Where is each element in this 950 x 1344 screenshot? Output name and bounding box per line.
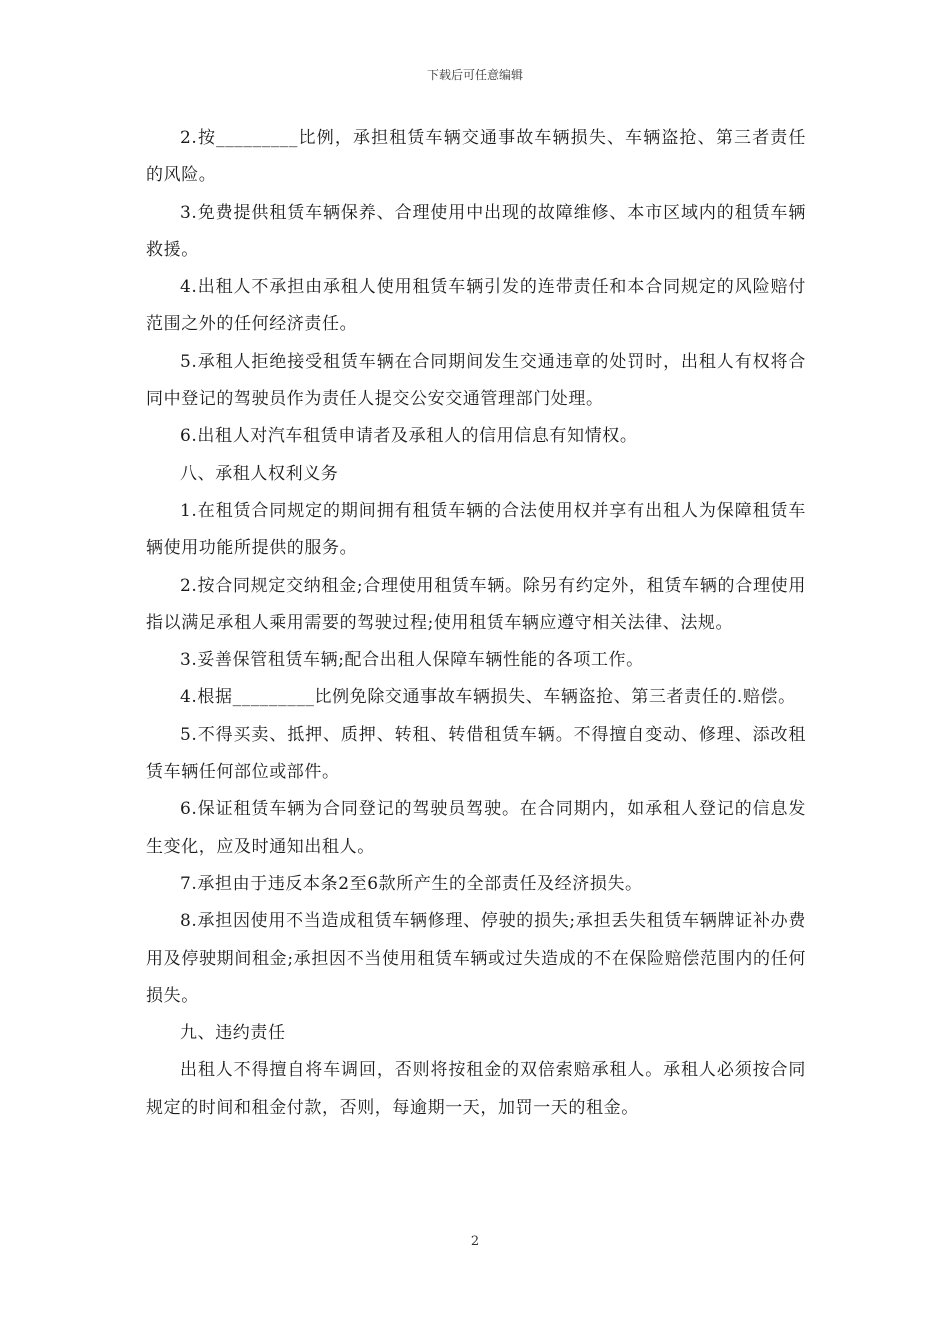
page-number: 2 [470,1234,480,1249]
clause-paragraph: 1.在租赁合同规定的期间拥有租赁车辆的合法使用权并享有出租人为保障租赁车辆使用功能所提供的服务。 [146,500,806,559]
clause-paragraph: 6.保证租赁车辆为合同登记的驾驶员驾驶。在合同期内，如承租人登记的信息发生变化，应及时通知出租人。 [146,799,806,857]
clause-paragraph: 出租人不得擅自将车调回，否则将按租金的双倍索赔承租人。承租人必须按合同规定的时间和租金付款，否则，每逾期一天，加罚一天的租金。 [146,1060,806,1118]
clause-paragraph: 3.免费提供租赁车辆保养、合理使用中出现的故障维修、本市区域内的租赁车辆救援。 [146,202,806,260]
clause-paragraph: 6.出租人对汽车租赁申请者及承租人的信用信息有知情权。 [180,426,638,447]
clause-paragraph: 3.妥善保管租赁车辆;配合出租人保障车辆性能的各项工作。 [180,650,644,671]
clause-paragraph: 2.按_________比例，承担租赁车辆交通事故车辆损失、车辆盗抢、第三者责任的风险。 [146,128,806,186]
clause-paragraph: 2.按合同规定交纳租金;合理使用租赁车辆。除另有约定外，租赁车辆的合理使用指以满足承租人乘用需要的驾驶过程;使用租赁车辆应遵守相关法律、法规。 [146,575,806,633]
section-heading: 八、承租人权利义务 [180,463,339,484]
clause-paragraph: 4.出租人不承担由承租人使用租赁车辆引发的连带责任和本合同规定的风险赔付范围之外的任何经济责任。 [146,277,806,335]
section-heading: 九、违约责任 [180,1023,286,1044]
clause-paragraph: 5.承租人拒绝接受租赁车辆在合同期间发生交通违章的处罚时，出租人有权将合同中登记的驾驶员作为责任人提交公安交通管理部门处理。 [146,351,806,410]
clause-paragraph: 4.根据_________比例免除交通事故车辆损失、车辆盗抢、第三者责任的.赔偿。 [180,687,796,708]
page-header: 下载后可任意编辑 [426,68,523,82]
clause-paragraph: 7.承担由于违反本条2至6款所产生的全部责任及经济损失。 [180,873,643,894]
document-body [146,120,806,1127]
clause-paragraph: 8.承担因使用不当造成租赁车辆修理、停驶的损失;承担丢失租赁车辆牌证补办费用及停驶期间租金;承担因不当使用租赁车辆或过失造成的不在保险赔偿范围内的任何损失。 [146,911,806,1006]
clause-paragraph: 5.不得买卖、抵押、质押、转租、转借租赁车辆。不得擅自变动、修理、添改租赁车辆任何部位或部件。 [146,724,806,783]
